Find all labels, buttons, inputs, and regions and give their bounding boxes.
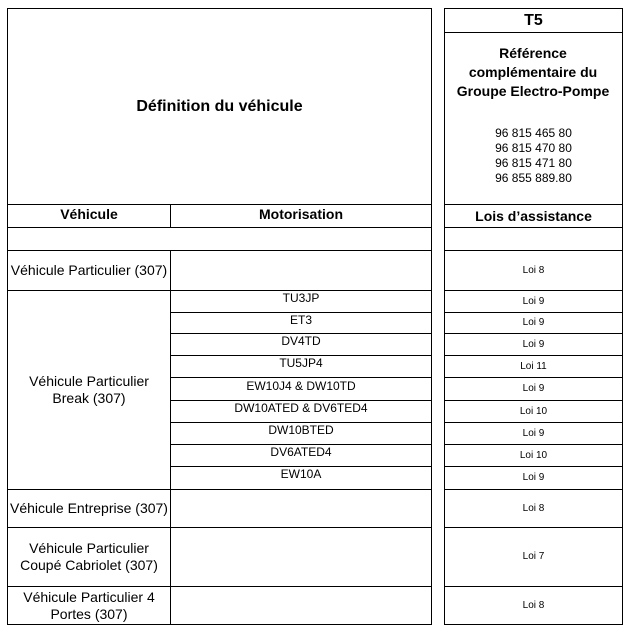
- motorisation-cell: DV6ATED4: [270, 445, 332, 460]
- vehicle-definition-title: Définition du véhicule: [136, 97, 303, 115]
- motorisation-cell: EW10J4 & DW10TD: [246, 379, 356, 394]
- motorisation-cell: ET3: [289, 313, 312, 328]
- t5-code: T5: [524, 11, 543, 29]
- vehicle-label: Véhicule Entreprise (307): [10, 500, 168, 516]
- loi-cell: Loi 11: [520, 360, 547, 372]
- loi-cell: Loi 8: [522, 600, 545, 611]
- loi-cell: Loi 8: [522, 502, 545, 514]
- vehicle-label: Véhicule Particulier 4 Portes (307): [23, 589, 155, 622]
- vehicle-label: Véhicule Particulier (307): [10, 262, 168, 278]
- motorisation-cell: EW10A: [280, 467, 322, 482]
- reference-number: 96 855 889.80: [495, 171, 572, 185]
- loi-cell: Loi 9: [522, 317, 545, 328]
- reference-number: 96 815 465 80: [495, 126, 572, 140]
- loi-cell: Loi 9: [522, 338, 545, 350]
- column-header-vehicule: Véhicule: [60, 205, 118, 222]
- loi-cell: Loi 9: [522, 295, 545, 307]
- loi-cell: Loi 9: [522, 472, 545, 483]
- column-header-motorisation: Motorisation: [259, 205, 343, 222]
- loi-cell: Loi 7: [522, 551, 545, 562]
- motorisation-cell: DV4TD: [281, 334, 321, 349]
- vehicle-label: Véhicule Particulier Coupé Cabriolet (307): [20, 540, 158, 573]
- loi-cell: Loi 9: [522, 383, 545, 394]
- loi-cell: Loi 9: [522, 427, 545, 439]
- t5-reference-list: [445, 126, 622, 186]
- reference-number: 96 815 470 80: [495, 141, 572, 155]
- loi-cell: Loi 10: [519, 405, 548, 417]
- vehicle-label: Véhicule Particulier Break (307): [29, 373, 149, 406]
- motorisation-cell: DW10ATED & DV6TED4: [234, 401, 368, 416]
- reference-number: 96 815 471 80: [495, 156, 572, 170]
- loi-cell: Loi 8: [522, 264, 545, 276]
- motorisation-cell: DW10BTED: [268, 423, 334, 438]
- t5-reference-label: Référence complémentaire du Groupe Electro-Pompe: [456, 44, 610, 99]
- loi-cell: Loi 10: [519, 449, 548, 461]
- motorisation-cell: TU3JP: [282, 291, 320, 306]
- motorisation-cell: TU5JP4: [279, 356, 323, 371]
- column-header-lois: Lois d’assistance: [475, 207, 592, 224]
